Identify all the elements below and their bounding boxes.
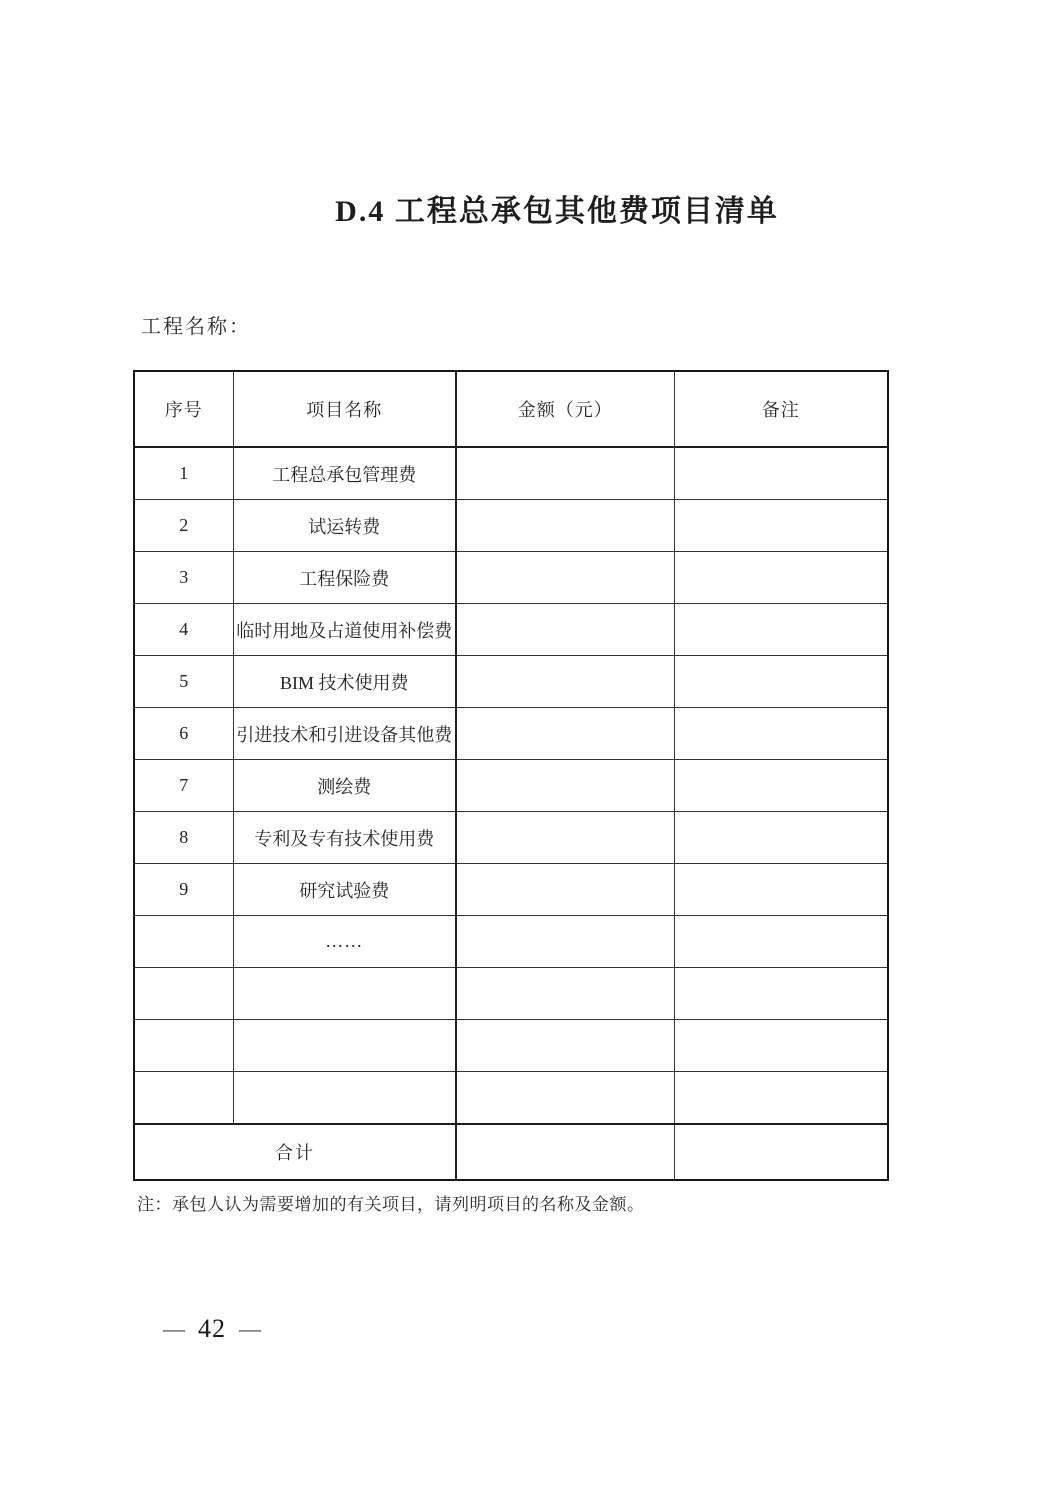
cell-name: 研究试验费 [233, 864, 456, 916]
cell-amount [456, 916, 674, 968]
cell-amount [456, 864, 674, 916]
cell-amount [456, 812, 674, 864]
cell-amount [456, 552, 674, 604]
cell-no: 3 [134, 552, 233, 604]
cell-remark [674, 864, 888, 916]
table-total-row [134, 1124, 888, 1180]
table-header-row [134, 371, 888, 447]
cell-remark [674, 1072, 888, 1125]
page-number [163, 1314, 261, 1344]
cell-remark [674, 604, 888, 656]
cell-amount [456, 1072, 674, 1125]
header-no: 序号 [134, 371, 233, 447]
cell-amount [456, 604, 674, 656]
cell-remark [674, 447, 888, 500]
table-row [134, 708, 888, 760]
table-row [134, 1020, 888, 1072]
table-row [134, 968, 888, 1020]
page-number-dash-right: — [239, 1316, 261, 1341]
cell-name: 工程总承包管理费 [233, 447, 456, 500]
table-row [134, 916, 888, 968]
cell-no [134, 968, 233, 1020]
cell-remark [674, 968, 888, 1020]
project-name-label: 工程名称： [141, 316, 251, 338]
cell-name: 试运转费 [233, 500, 456, 552]
table-row [134, 552, 888, 604]
cell-no [134, 916, 233, 968]
cell-amount [456, 1020, 674, 1072]
cell-no: 5 [134, 656, 233, 708]
cell-no: 1 [134, 447, 233, 500]
table-row [134, 760, 888, 812]
cell-name: 临时用地及占道使用补偿费 [233, 604, 456, 656]
page-title: D.4 工程总承包其他费项目清单 [335, 195, 779, 228]
cell-no: 8 [134, 812, 233, 864]
cell-remark [674, 552, 888, 604]
fee-table [133, 370, 889, 1181]
total-label-cell: 合计 [134, 1124, 456, 1180]
cell-amount [456, 968, 674, 1020]
footnote: 注：承包人认为需要增加的有关项目，请列明项目的名称及金额。 [137, 1195, 645, 1214]
cell-remark [674, 916, 888, 968]
cell-no: 4 [134, 604, 233, 656]
table-row [134, 812, 888, 864]
cell-remark [674, 708, 888, 760]
total-amount-cell [456, 1124, 674, 1180]
cell-name [233, 1072, 456, 1125]
cell-amount [456, 447, 674, 500]
cell-remark [674, 1020, 888, 1072]
cell-remark [674, 656, 888, 708]
cell-name: …… [233, 916, 456, 968]
cell-name: 引进技术和引进设备其他费 [233, 708, 456, 760]
cell-name [233, 1020, 456, 1072]
cell-name: 工程保险费 [233, 552, 456, 604]
cell-amount [456, 760, 674, 812]
page-number-dash-left: — [163, 1316, 185, 1341]
header-remark: 备注 [674, 371, 888, 447]
cell-no: 9 [134, 864, 233, 916]
cell-amount [456, 708, 674, 760]
table-row [134, 864, 888, 916]
cell-name: BIM 技术使用费 [233, 656, 456, 708]
table-row [134, 604, 888, 656]
cell-no: 6 [134, 708, 233, 760]
table-row [134, 500, 888, 552]
table-row [134, 656, 888, 708]
cell-amount [456, 500, 674, 552]
cell-no [134, 1020, 233, 1072]
header-name: 项目名称 [233, 371, 456, 447]
table-row [134, 1072, 888, 1125]
cell-amount [456, 656, 674, 708]
cell-no: 7 [134, 760, 233, 812]
page-number-value: 42 [198, 1314, 226, 1343]
cell-remark [674, 760, 888, 812]
cell-no [134, 1072, 233, 1125]
cell-name [233, 968, 456, 1020]
total-remark-cell [674, 1124, 888, 1180]
cell-remark [674, 812, 888, 864]
cell-remark [674, 500, 888, 552]
cell-name: 专利及专有技术使用费 [233, 812, 456, 864]
cell-name: 测绘费 [233, 760, 456, 812]
header-amount: 金额（元） [456, 371, 674, 447]
table-row [134, 447, 888, 500]
cell-no: 2 [134, 500, 233, 552]
